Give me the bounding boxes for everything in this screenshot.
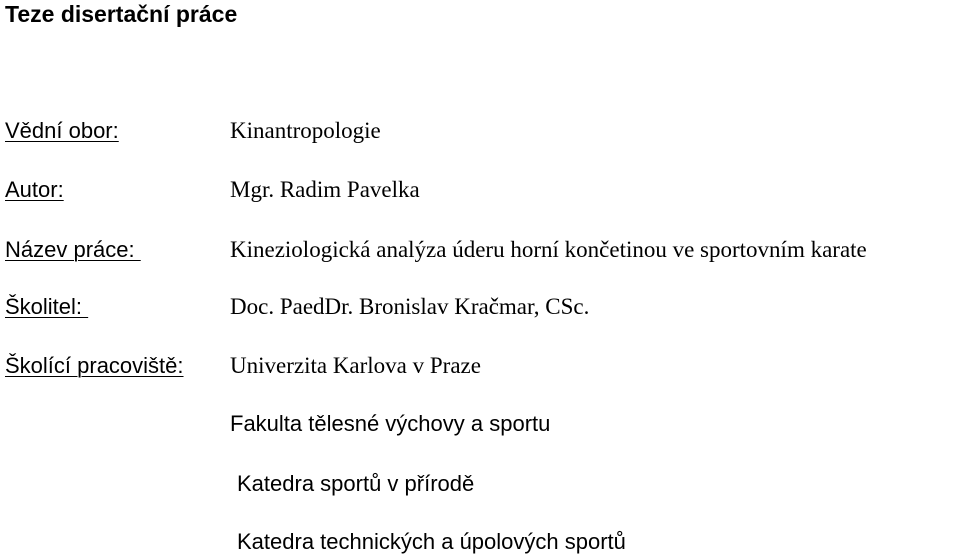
field-value-thesis-title: Kineziologická analýza úderu horní končetinou ve sportovním karate (230, 237, 867, 262)
field-label-thesis-title: Název práce: (5, 237, 141, 262)
field-value-scientific-field: Kinantropologie (230, 118, 381, 143)
field-value-training-institution: Univerzita Karlova v Praze (230, 353, 481, 378)
workplace-department-combat-sports: Katedra technických a úpolových sportů (237, 529, 626, 554)
workplace-department-outdoor-sports: Katedra sportů v přírodě (237, 471, 475, 496)
field-label-author: Autor: (5, 177, 64, 202)
field-value-author: Mgr. Radim Pavelka (230, 177, 420, 202)
workplace-faculty: Fakulta tělesné výchovy a sportu (230, 411, 551, 436)
field-value-supervisor: Doc. PaedDr. Bronislav Kračmar, CSc. (230, 294, 590, 319)
field-label-training-institution: Školící pracoviště: (5, 353, 184, 378)
field-label-supervisor: Školitel: (5, 294, 89, 319)
field-label-scientific-field: Vědní obor: (5, 118, 119, 143)
document-title: Teze disertační práce (5, 1, 238, 27)
